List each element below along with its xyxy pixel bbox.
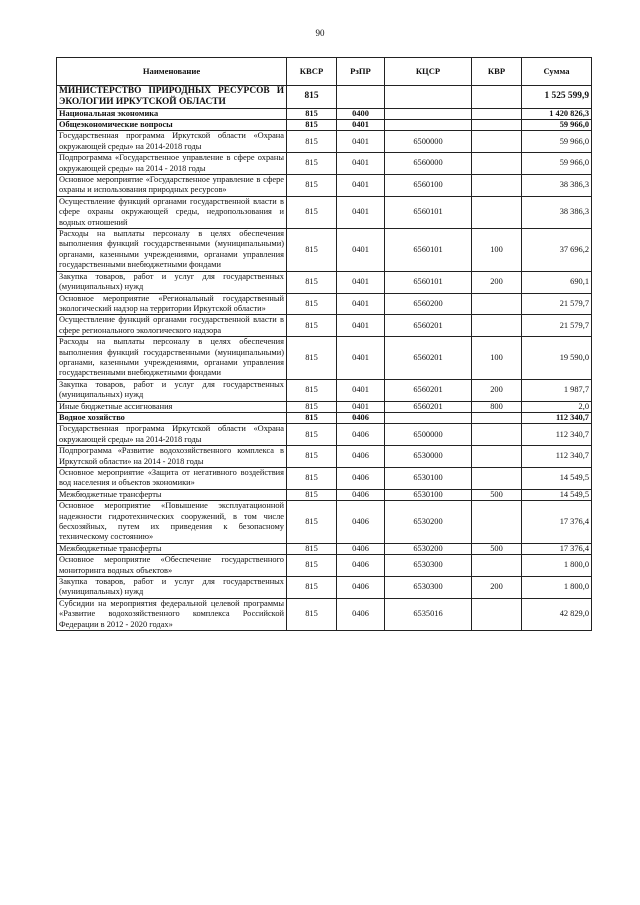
cell-kvsr: 815 [287, 501, 337, 544]
cell-sum: 1 800,0 [522, 555, 592, 577]
cell-kvr [472, 315, 522, 337]
cell-name: Закупка товаров, работ и услуг для государственных (муниципальных) нужд [57, 271, 287, 293]
cell-kvr: 200 [472, 379, 522, 401]
cell-kcsr [385, 108, 472, 119]
cell-kvsr: 815 [287, 337, 337, 380]
cell-kcsr: 6530100 [385, 468, 472, 490]
cell-kvsr: 815 [287, 271, 337, 293]
cell-kvr: 500 [472, 489, 522, 500]
cell-kcsr: 6560100 [385, 175, 472, 197]
cell-sum: 42 829,0 [522, 598, 592, 630]
cell-rzpr: 0401 [337, 293, 385, 315]
table-row [57, 489, 592, 500]
cell-kcsr: 6500000 [385, 424, 472, 446]
cell-kvsr: 815 [287, 412, 337, 423]
cell-kvsr: 815 [287, 153, 337, 175]
cell-name: МИНИСТЕРСТВО ПРИРОДНЫХ РЕСУРСОВ И ЭКОЛОГИИ ИРКУТСКОЙ ОБЛАСТИ [57, 86, 287, 109]
table-row [57, 424, 592, 446]
cell-rzpr: 0406 [337, 468, 385, 490]
cell-kvsr: 815 [287, 315, 337, 337]
cell-kvr [472, 120, 522, 131]
cell-sum: 1 420 826,3 [522, 108, 592, 119]
table-row [57, 175, 592, 197]
cell-sum: 17 376,4 [522, 501, 592, 544]
cell-rzpr: 0401 [337, 196, 385, 228]
cell-rzpr: 0406 [337, 424, 385, 446]
budget-table [56, 57, 592, 631]
cell-kcsr [385, 412, 472, 423]
cell-kcsr: 6500000 [385, 131, 472, 153]
cell-rzpr: 0401 [337, 271, 385, 293]
cell-rzpr: 0406 [337, 446, 385, 468]
cell-name: Государственная программа Иркутской области «Охрана окружающей среды» на 2014-2018 годы [57, 131, 287, 153]
table-row [57, 271, 592, 293]
cell-name: Национальная экономика [57, 108, 287, 119]
cell-sum: 17 376,4 [522, 543, 592, 554]
cell-kvr [472, 424, 522, 446]
table-row [57, 577, 592, 599]
cell-sum: 59 966,0 [522, 120, 592, 131]
cell-name: Основное мероприятие «Защита от негативного воздействия вод населения и объектов экономики» [57, 468, 287, 490]
cell-kcsr: 6530300 [385, 555, 472, 577]
cell-kcsr: 6560101 [385, 196, 472, 228]
cell-sum: 1 800,0 [522, 577, 592, 599]
cell-sum: 38 386,3 [522, 196, 592, 228]
cell-rzpr: 0401 [337, 401, 385, 412]
cell-kvr [472, 175, 522, 197]
cell-rzpr: 0401 [337, 337, 385, 380]
column-header-name: Наименование [57, 58, 287, 86]
column-header-kvr: КВР [472, 58, 522, 86]
cell-name: Основное мероприятие «Региональный государственный экологический надзор на территории Иркутской области» [57, 293, 287, 315]
cell-kvr [472, 501, 522, 544]
cell-sum: 112 340,7 [522, 424, 592, 446]
cell-sum: 690,1 [522, 271, 592, 293]
cell-sum: 14 549,5 [522, 468, 592, 490]
table-row [57, 412, 592, 423]
cell-name: Подпрограмма «Развитие водохозяйственного комплекса в Иркутской области» на 2014 - 2018 годы [57, 446, 287, 468]
cell-kvsr: 815 [287, 446, 337, 468]
cell-name: Закупка товаров, работ и услуг для государственных (муниципальных) нужд [57, 577, 287, 599]
cell-kvsr: 815 [287, 489, 337, 500]
cell-rzpr: 0401 [337, 229, 385, 272]
cell-rzpr: 0401 [337, 379, 385, 401]
table-row [57, 131, 592, 153]
cell-kcsr: 6560201 [385, 401, 472, 412]
cell-name: Осуществление функций органами государственной власти в сфере охраны окружающей среды, недропользования и водных отношений [57, 196, 287, 228]
table-row [57, 468, 592, 490]
cell-kvsr: 815 [287, 108, 337, 119]
cell-kvr [472, 412, 522, 423]
cell-kcsr: 6560201 [385, 337, 472, 380]
cell-kvsr: 815 [287, 196, 337, 228]
table-row [57, 446, 592, 468]
cell-name: Государственная программа Иркутской области «Охрана окружающей среды» на 2014-2018 годы [57, 424, 287, 446]
cell-rzpr: 0400 [337, 108, 385, 119]
cell-kvr [472, 555, 522, 577]
cell-kvsr: 815 [287, 86, 337, 109]
table-row [57, 229, 592, 272]
cell-kvr [472, 468, 522, 490]
cell-kcsr: 6560201 [385, 379, 472, 401]
cell-sum: 1 525 599,9 [522, 86, 592, 109]
cell-kvsr: 815 [287, 468, 337, 490]
table-row [57, 315, 592, 337]
cell-rzpr: 0401 [337, 175, 385, 197]
cell-kvsr: 815 [287, 175, 337, 197]
cell-kcsr: 6560101 [385, 271, 472, 293]
cell-rzpr: 0406 [337, 412, 385, 423]
cell-rzpr: 0401 [337, 315, 385, 337]
cell-kvr: 100 [472, 337, 522, 380]
cell-sum: 59 966,0 [522, 153, 592, 175]
cell-kvsr: 815 [287, 401, 337, 412]
cell-name: Основное мероприятие «Обеспечение государственного мониторинга водных объектов» [57, 555, 287, 577]
cell-kvsr: 815 [287, 120, 337, 131]
cell-rzpr: 0406 [337, 543, 385, 554]
cell-rzpr: 0401 [337, 120, 385, 131]
cell-kvr [472, 598, 522, 630]
cell-name: Водное хозяйство [57, 412, 287, 423]
table-row [57, 598, 592, 630]
cell-kcsr: 6530200 [385, 543, 472, 554]
table-row [57, 379, 592, 401]
cell-sum: 112 340,7 [522, 412, 592, 423]
table-row [57, 401, 592, 412]
table-row [57, 543, 592, 554]
table-body [57, 86, 592, 631]
cell-name: Подпрограмма «Государственное управление в сфере охраны окружающей среды» на 2014 - 2018 годы [57, 153, 287, 175]
cell-kcsr: 6560201 [385, 315, 472, 337]
cell-sum: 19 590,0 [522, 337, 592, 380]
cell-kcsr: 6530300 [385, 577, 472, 599]
cell-sum: 1 987,7 [522, 379, 592, 401]
cell-name: Субсидии на мероприятия федеральной целевой программы «Развитие водохозяйственного комплекса Российской Федерации в 2012 - 2020 годах» [57, 598, 287, 630]
cell-name: Расходы на выплаты персоналу в целях обеспечения выполнения функций государственными (муниципальными) органами, казенными учреждениями, органами управления государственными внебюджетными фондами [57, 337, 287, 380]
cell-kcsr: 6530100 [385, 489, 472, 500]
cell-sum: 112 340,7 [522, 446, 592, 468]
cell-kvsr: 815 [287, 543, 337, 554]
cell-kcsr [385, 86, 472, 109]
cell-kvsr: 815 [287, 598, 337, 630]
table-row [57, 120, 592, 131]
cell-name: Межбюджетные трансферты [57, 543, 287, 554]
cell-kvsr: 815 [287, 424, 337, 446]
cell-name: Основное мероприятие «Государственное управление в сфере охраны и использования природных ресурсов» [57, 175, 287, 197]
cell-sum: 59 966,0 [522, 131, 592, 153]
column-header-rzpr: РзПР [337, 58, 385, 86]
cell-name: Общеэкономические вопросы [57, 120, 287, 131]
table-row [57, 196, 592, 228]
cell-kcsr: 6530000 [385, 446, 472, 468]
cell-sum: 21 579,7 [522, 315, 592, 337]
cell-kvr [472, 153, 522, 175]
cell-sum: 14 549,5 [522, 489, 592, 500]
cell-name: Межбюджетные трансферты [57, 489, 287, 500]
cell-kvr: 200 [472, 271, 522, 293]
table-row [57, 337, 592, 380]
cell-sum: 38 386,3 [522, 175, 592, 197]
cell-sum: 21 579,7 [522, 293, 592, 315]
column-header-sum: Сумма [522, 58, 592, 86]
cell-kcsr: 6560000 [385, 153, 472, 175]
cell-kvr [472, 196, 522, 228]
cell-kvr [472, 446, 522, 468]
cell-kvr [472, 293, 522, 315]
cell-kvsr: 815 [287, 229, 337, 272]
cell-name: Закупка товаров, работ и услуг для государственных (муниципальных) нужд [57, 379, 287, 401]
cell-sum: 2,0 [522, 401, 592, 412]
cell-rzpr: 0406 [337, 555, 385, 577]
cell-rzpr [337, 86, 385, 109]
column-header-kvsr: КВСР [287, 58, 337, 86]
table-row [57, 501, 592, 544]
cell-kcsr [385, 120, 472, 131]
cell-kcsr: 6535016 [385, 598, 472, 630]
cell-kcsr: 6560200 [385, 293, 472, 315]
cell-kvr: 500 [472, 543, 522, 554]
cell-kvr [472, 108, 522, 119]
cell-kvsr: 815 [287, 379, 337, 401]
cell-rzpr: 0406 [337, 489, 385, 500]
cell-rzpr: 0406 [337, 577, 385, 599]
cell-kvsr: 815 [287, 555, 337, 577]
cell-kcsr: 6530200 [385, 501, 472, 544]
cell-kvr: 200 [472, 577, 522, 599]
cell-rzpr: 0401 [337, 153, 385, 175]
cell-name: Иные бюджетные ассигнования [57, 401, 287, 412]
cell-sum: 37 696,2 [522, 229, 592, 272]
table-row [57, 293, 592, 315]
cell-kvr [472, 131, 522, 153]
cell-name: Расходы на выплаты персоналу в целях обеспечения выполнения функций государственными (муниципальными) органами, казенными учреждениями, органами управления государственными внебюджетными фондами [57, 229, 287, 272]
cell-rzpr: 0406 [337, 501, 385, 544]
cell-name: Основное мероприятие «Повышение эксплуатационной надежности гидротехнических сооружений, в том числе бесхозяйных, путем их приведения к безопасному техническому состоянию» [57, 501, 287, 544]
cell-kvsr: 815 [287, 293, 337, 315]
cell-kvsr: 815 [287, 577, 337, 599]
table-row [57, 108, 592, 119]
page-number: 90 [315, 28, 325, 38]
column-header-kcsr: КЦСР [385, 58, 472, 86]
cell-rzpr: 0401 [337, 131, 385, 153]
table-row [57, 555, 592, 577]
cell-kvr [472, 86, 522, 109]
cell-kvr: 100 [472, 229, 522, 272]
table-row [57, 86, 592, 109]
table-header-row [57, 58, 592, 86]
cell-kvr: 800 [472, 401, 522, 412]
cell-kvsr: 815 [287, 131, 337, 153]
cell-rzpr: 0406 [337, 598, 385, 630]
table-row [57, 153, 592, 175]
cell-name: Осуществление функций органами государственной власти в сфере регионального экологического надзора [57, 315, 287, 337]
cell-kcsr: 6560101 [385, 229, 472, 272]
